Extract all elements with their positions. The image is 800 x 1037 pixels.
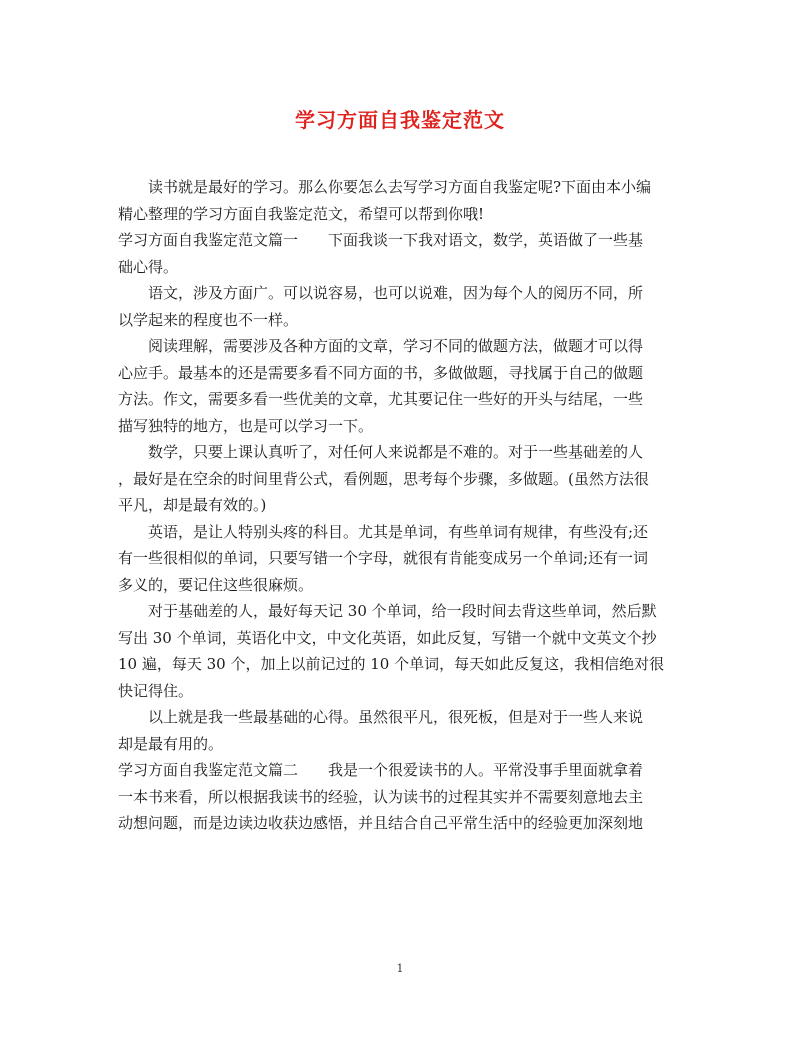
body-line: 读书就是最好的学习。那么你要怎么去写学习方面自我鉴定呢?下面由本小编	[148, 178, 652, 196]
body-line: 对于基础差的人，最好每天记 30 个单词，给一段时间去背这些单词，然后默	[148, 602, 657, 620]
body-line: 语文，涉及方面广。可以说容易，也可以说难，因为每个人的阅历不同，所	[148, 284, 644, 302]
body-line: 有一些很相似的单词，只要写错一个字母，就很有肯能变成另一个单词;还有一词	[118, 549, 649, 567]
body-line: 快记得住。	[118, 681, 194, 700]
body-line: 数学，只要上课认真听了，对任何人来说都是不难的。对于一些基础差的人	[148, 443, 644, 461]
body-line: 却是最有用的。	[118, 734, 224, 753]
body-line: 精心整理的学习方面自我鉴定范文，希望可以帮到你哦!	[118, 204, 485, 223]
body-line: 平凡，却是最有效的。)	[118, 496, 267, 514]
body-line: 动想问题，而是边读边收获边感悟，并且结合自己平常生活中的经验更加深刻地	[118, 814, 644, 832]
document-body	[118, 174, 680, 837]
body-line: 写出 30 个单词，英语化中文，中文化英语，如此反复，写错一个就中文英文个抄	[118, 628, 657, 647]
body-line: 一本书来看，所以根据我读书的经验，认为读书的过程其实并不需要刻意地去主	[118, 787, 644, 806]
body-line: 多义的，要记住这些很麻烦。	[118, 575, 314, 594]
section-heading-line: 学习方面自我鉴定范文篇二 我是一个很爱读书的人。平常没事手里面就拿着	[118, 761, 644, 779]
body-line: 方法。作文，需要多看一些优美的文章，尤其要记住一些好的开头与结尾，一些	[118, 390, 644, 408]
body-line: 10 遍，每天 30 个，加上以前记过的 10 个单词，每天如此反复这，我相信绝对很	[118, 655, 665, 673]
body-line: ，最好是在空余的时间里背公式，看例题，思考每个步骤，多做题。(虽然方法很	[118, 469, 649, 488]
body-line: 以上就是我一些最基础的心得。虽然很平凡，很死板，但是对于一些人来说	[148, 708, 644, 726]
body-line: 英语，是让人特别头疼的科目。尤其是单词，有些单词有规律，有些没有;还	[148, 522, 649, 541]
body-line: 心应手。最基本的还是需要多看不同方面的书，多做做题，寻找属于自己的做题	[118, 363, 644, 382]
body-line: 描写独特的地方，也是可以学习一下。	[118, 416, 374, 435]
body-line: 以学起来的程度也不一样。	[118, 310, 299, 329]
body-line: 础心得。	[118, 257, 179, 276]
section-heading-line: 学习方面自我鉴定范文篇一 下面我谈一下我对语文，数学，英语做了一些基	[118, 231, 644, 249]
document-title: 学习方面自我鉴定范文	[295, 108, 505, 132]
page-number: 1	[396, 962, 404, 975]
body-line: 阅读理解，需要涉及各种方面的文章，学习不同的做题方法，做题才可以得	[148, 337, 644, 355]
